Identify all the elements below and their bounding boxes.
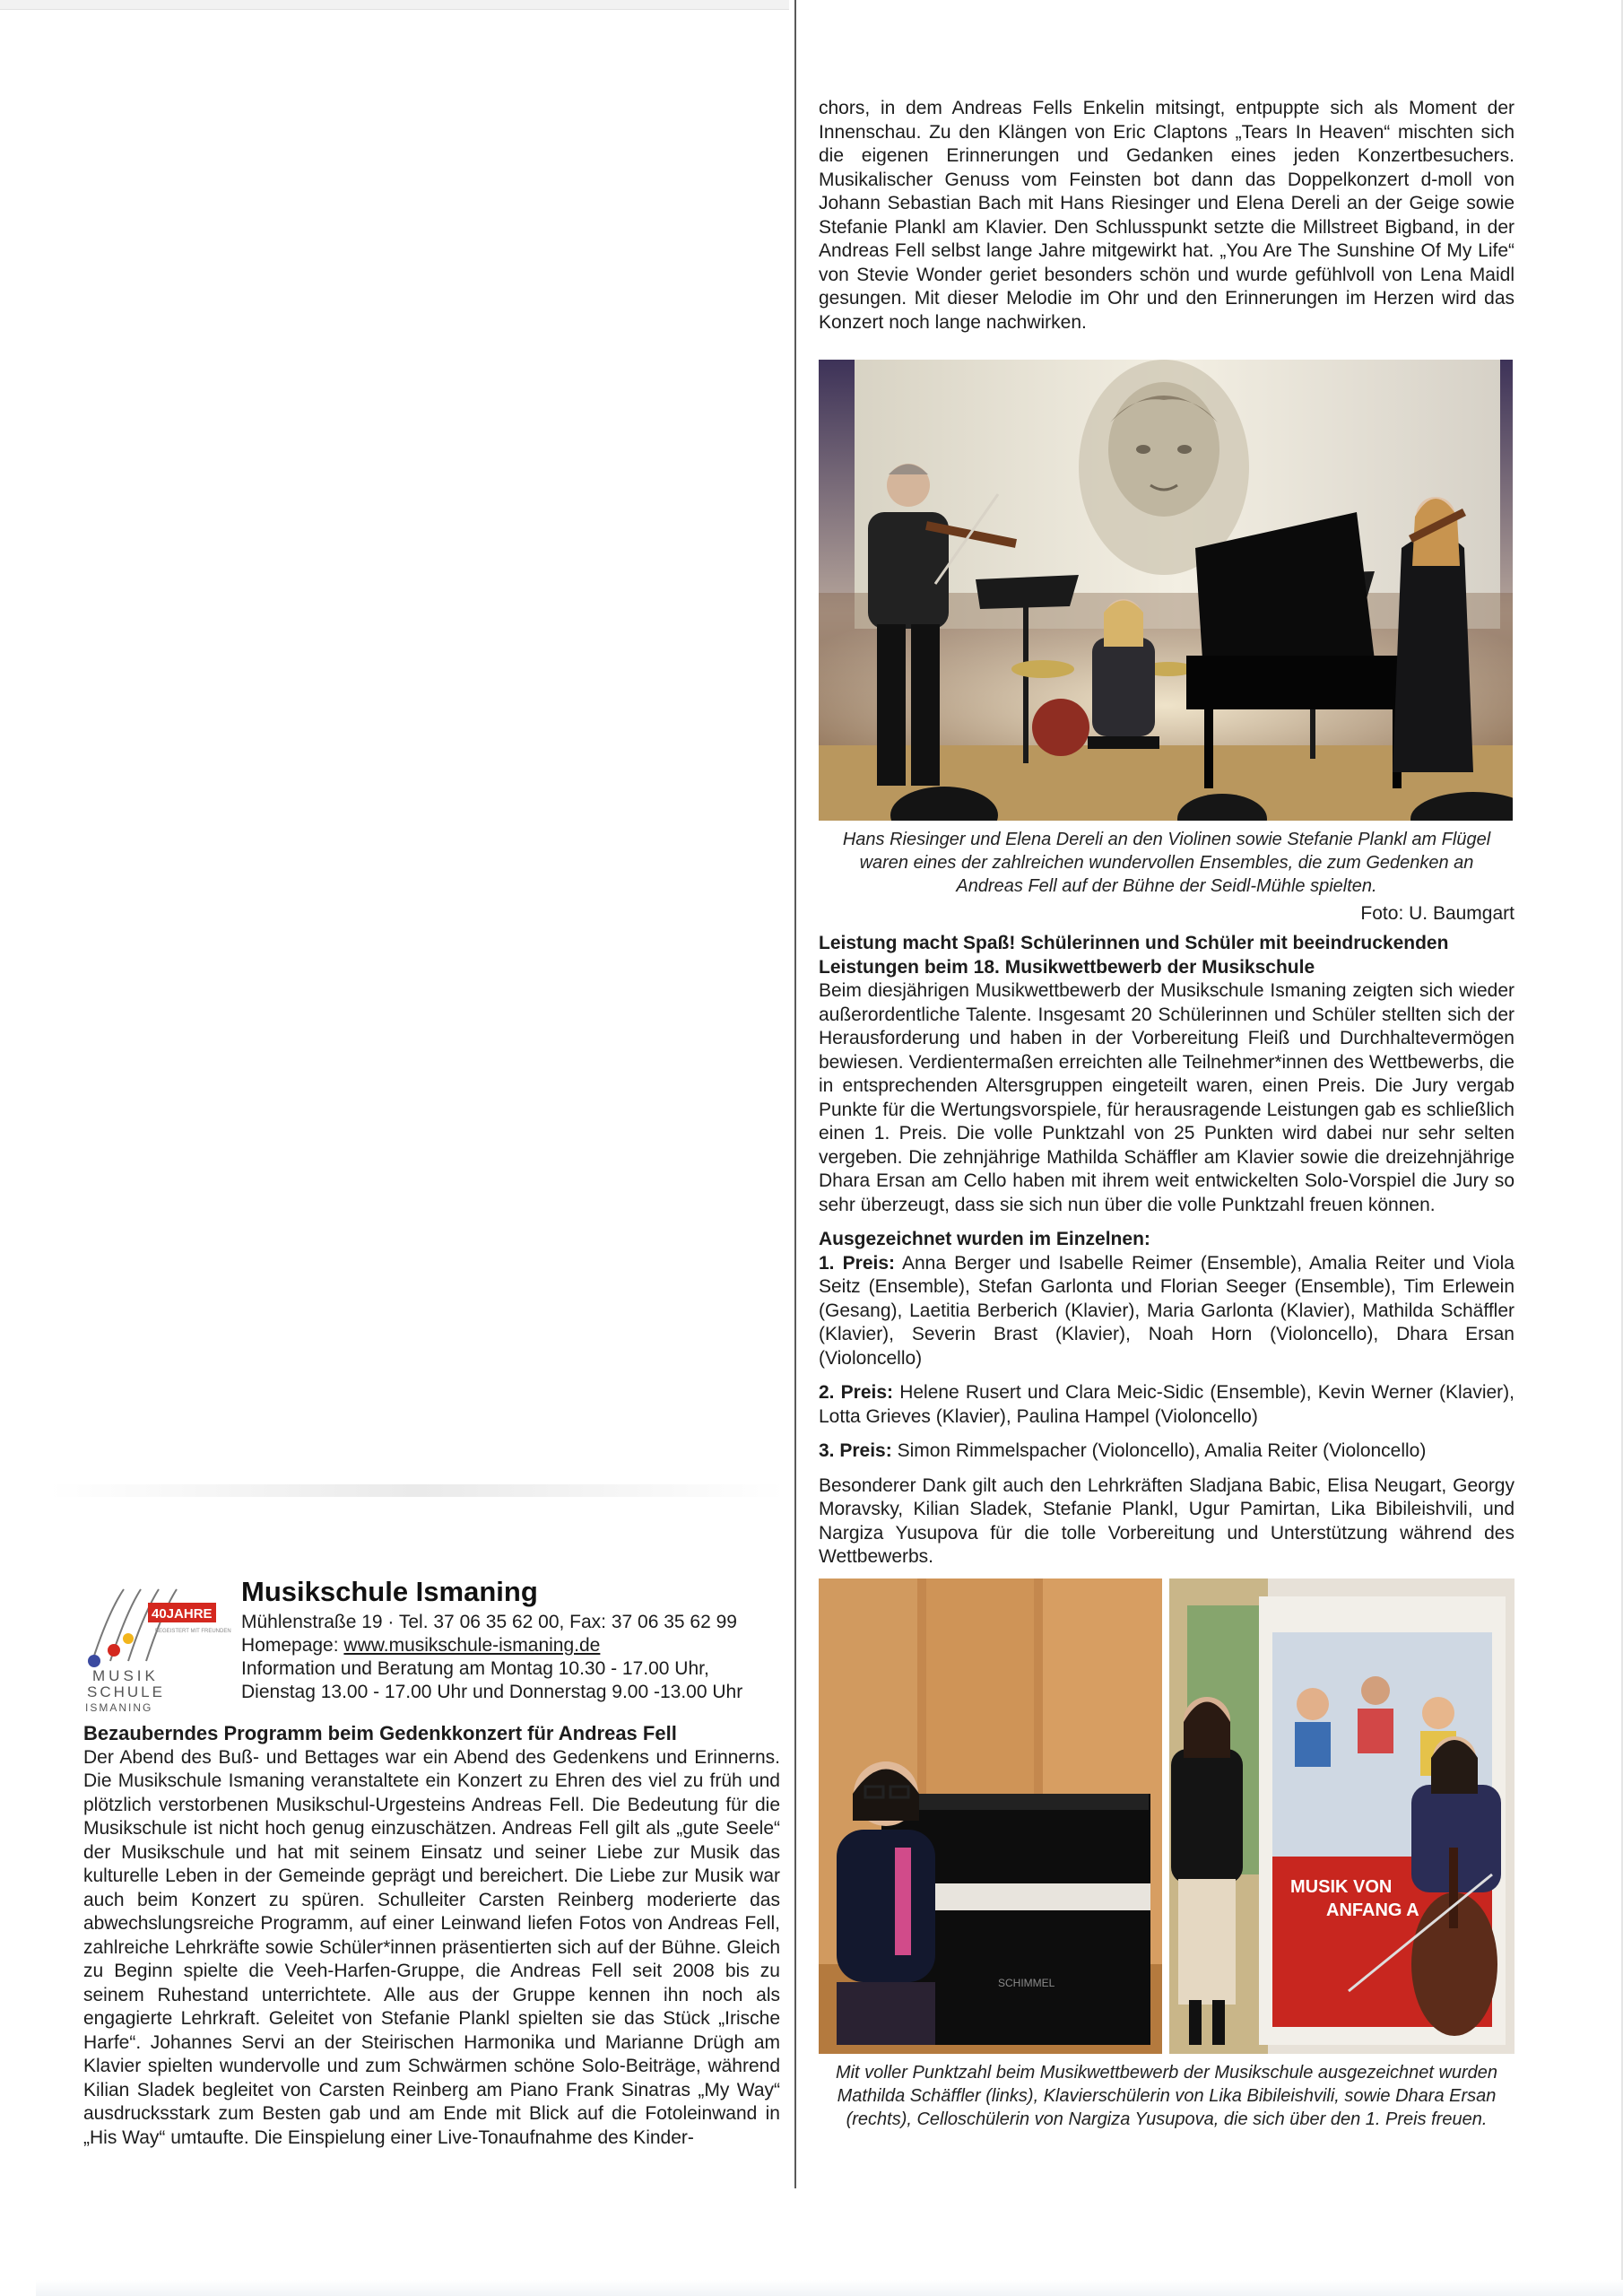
opening-hours-line2: Dienstag 13.00 - 17.00 Uhr und Donnerstag 9.00 -13.00 Uhr	[241, 1682, 743, 1702]
column-divider	[794, 0, 796, 2188]
concert-photo	[819, 360, 1513, 821]
school-address: Mühlenstraße 19 · Tel. 37 06 35 62 00, Fax: 37 06 35 62 99	[241, 1612, 737, 1632]
winners-photo-caption: Mit voller Punktzahl beim Musikwettbewerb der Musikschule ausgezeichnet wurden Mathilda Schäffler (links), Klavierschülerin von Lika Bibileishvili, sowie Dhara Ersan (rechts), Celloschülerin von Nargiza Yusupova, die sich über den 1. Preis freuen.	[835, 2062, 1498, 2129]
prize-3-text: Simon Rimmelspacher (Violoncello), Amalia Reiter (Violoncello)	[897, 1440, 1427, 1461]
prize-1	[819, 1252, 1515, 1371]
right-column	[819, 97, 1515, 2131]
school-logo	[83, 1571, 236, 1715]
prize-3	[819, 1439, 1515, 1464]
homepage-line	[241, 1634, 780, 1657]
winners-photos	[819, 1578, 1515, 2054]
opening-hours-line1: Information und Beratung am Montag 10.30 - 17.00 Uhr,	[241, 1658, 709, 1679]
prize-2	[819, 1381, 1515, 1429]
memorial-concert-body: Der Abend des Buß- und Bettages war ein Abend des Gedenkens und Erinnerns. Die Musikschule Ismaning veranstaltete ein Konzert zu Ehren des viel zu früh und plötzlich verstorbenen Musikschul-Urgesteins Andreas Fell. Die Bedeutung für die Musikschule ist nicht hoch genug einzuschätzen. Andreas Fell gilt als „gute Seele“ der Musikschule und hat mit seinem Einsatz und seiner Liebe zur Musik das kulturelle Leben in der Gemeinde geprägt und bereichert. Die Liebe zur Musik war auch beim Konzert zu spüren. Schulleiter Carsten Reinberg moderierte das abwechslungsreiche Programm, auf einer Leinwand liefen Fotos von Andreas Fell, zahlreiche Lehrkräfte sowie Schüler*innen präsentierten sich auf der Bühne. Gleich zu Beginn spielte die Veeh-Harfen-Gruppe, die Andreas Fell seit 2008 bis zu seinem Ruhestand unterrichtete. Alle aus der Gruppe kennen ihn noch als engagierte Lehrkraft. Geleitet von Stefanie Plankl spielten sie das Stück „Irische Harfe“. Johannes Servi an der Steirischen Harmonika und Marianne Drügh am Klavier spielten wundervolle und zum Schwärmen schöne Solo-Beiträge, während Kilian Sladek begleitet von Carsten Reinberg am Piano Frank Sinatras „My Way“ ausdrucksstark zum Besten gab und am Ende mit Blick auf die Fotoleinwand in „His Way“ umtaufte. Die Einspielung einer Live-Tonaufnahme des Kinder-	[83, 1746, 780, 2148]
prize-3-label: 3. Preis:	[819, 1440, 892, 1461]
prize-2-text: Helene Rusert und Clara Meic-Sidic (Ensemble), Kevin Werner (Klavier), Lotta Grieves (Klavier), Paulina Hampel (Violoncello)	[819, 1382, 1515, 1427]
logo-word-ismaning: ISMANING	[85, 1701, 153, 1714]
thanks-paragraph: Besonderer Dank gilt auch den Lehrkräften Sladjana Babic, Elisa Neugart, Georgy Moravsky, Kilian Sladek, Stefanie Plankl, Ugur Pamirtan, Lika Bibileishvili, und Nargiza Yusupova für die tolle Vorbereitung und Unterstützung während des Wettbewerbs.	[819, 1474, 1515, 1567]
piano-brand-label: SCHIMMEL	[998, 1976, 1055, 1989]
homepage-link[interactable]: www.musikschule-ismaning.de	[343, 1635, 601, 1656]
school-contact-info	[236, 1571, 780, 1715]
banner-text-line2: ANFANG A	[1326, 1900, 1419, 1920]
page-edge-top	[0, 0, 789, 10]
logo-word-schule: SCHULE	[87, 1683, 165, 1700]
prize-2-label: 2. Preis:	[819, 1382, 894, 1403]
concert-photo-graphic	[819, 360, 1513, 821]
competition-article-body: Beim diesjährigen Musikwettbewerb der Musikschule Ismaning zeigten sich wieder außerordentliche Talente. Insgesamt 20 Schülerinnen und Schüler stellten sich der Herausforderung und haben in der Vorbereitung Fleiß und Durchhaltevermögen bewiesen. Verdientermaßen erreichten alle Teilnehmer*innen des Wettbewerbs, die in entsprechenden Altersgruppen eingeteilt waren, einen Preis. Die Jury vergab Punkte für die Wertungsvorspiele, für herausragende Leistungen gab es schließlich einen 1. Preis. Die volle Punktzahl von 25 Punkten wird dabei nur sehr selten vergeben. Die zehnjährige Mathilda Schäffler am Klavier sowie die dreizehnjährige Dhara Ersan am Cello haben mit ihrem weit entwickelten Solo-Vorspiel die Jury so sehr überzeugt, dass sie sich nun über die volle Punktzahl freuen können.	[819, 980, 1515, 1215]
winner-pianist-photo	[819, 1578, 1162, 2054]
photo-credit: Foto: U. Baumgart	[1360, 903, 1515, 924]
memorial-concert-heading: Bezauberndes Programm beim Gedenkkonzert für Andreas Fell	[83, 1722, 677, 1744]
page-edge-bottom	[36, 2280, 1623, 2296]
left-column	[83, 1571, 780, 2150]
competition-article-heading: Leistung macht Spaß! Schülerinnen und Schüler mit beeindruckenden Leistungen beim 18. Musikwettbewerb der Musikschule	[819, 933, 1449, 978]
concert-photo-caption: Hans Riesinger und Elena Dereli an den Violinen sowie Stefanie Plankl am Flügel waren eines der zahlreichen wundervollen Ensembles, die zum Gedenken an Andreas Fell auf der Bühne der Seidl-Mühle spielten.	[842, 830, 1491, 896]
school-title: Musikschule Ismaning	[241, 1576, 538, 1607]
school-header	[83, 1571, 780, 1715]
logo-badge-text: 40JAHRE	[152, 1606, 213, 1622]
logo-badge-subtext: BEGEISTERT MIT FREUNDEN	[155, 1629, 231, 1634]
logo-graphic	[83, 1571, 236, 1715]
winner-cellist-graphic	[1169, 1578, 1515, 2054]
banner-text-line1: MUSIK VON	[1290, 1876, 1393, 1897]
homepage-label: Homepage:	[241, 1635, 339, 1656]
intro-paragraph: chors, in dem Andreas Fells Enkelin mitsingt, entpuppte sich als Moment der Innenschau. Zu den Klängen von Eric Claptons „Tears In Heaven“ mischten sich die eigenen Erinnerungen und Gedanken eines jeden Konzertbesuchers. Musikalischer Genuss vom Feinsten bot dann das Doppelkonzert d-moll von Johann Sebastian Bach mit Hans Riesinger und Elena Dereli an der Geige sowie Stefanie Plankl am Klavier. Den Schlusspunkt setzte die Millstreet Bigband, in der Andreas Fell selbst lange Jahre mitgewirkt hat. „You Are The Sunshine Of My Life“ von Stevie Wonder geriet besonders schön und wurde gefühlvoll von Lena Maidl gesungen. Mit dieser Melodie im Ohr und den Erinnerungen im Herzen wird das Konzert noch lange nachwirken.	[819, 98, 1515, 333]
logo-word-musik: MUSIK	[92, 1667, 159, 1684]
winner-pianist-graphic	[819, 1578, 1162, 2054]
awards-heading: Ausgezeichnet wurden im Einzelnen:	[819, 1229, 1150, 1249]
scan-smudge	[49, 1484, 785, 1497]
prize-1-label: 1. Preis:	[819, 1252, 896, 1274]
prize-1-text: Anna Berger und Isabelle Reimer (Ensemble), Amalia Reiter und Viola Seitz (Ensemble), Stefan Garlonta und Florian Seeger (Ensemble), Tim Erlewein (Gesang), Laetitia Berberich (Klavier), Maria Garlonta (Klavier), Mathilda Schäffler (Klavier), Severin Brast (Klavier), Noah Horn (Violoncello), Dhara Ersan (Violoncello)	[819, 1252, 1515, 1369]
winner-cellist-photo	[1169, 1578, 1515, 2054]
